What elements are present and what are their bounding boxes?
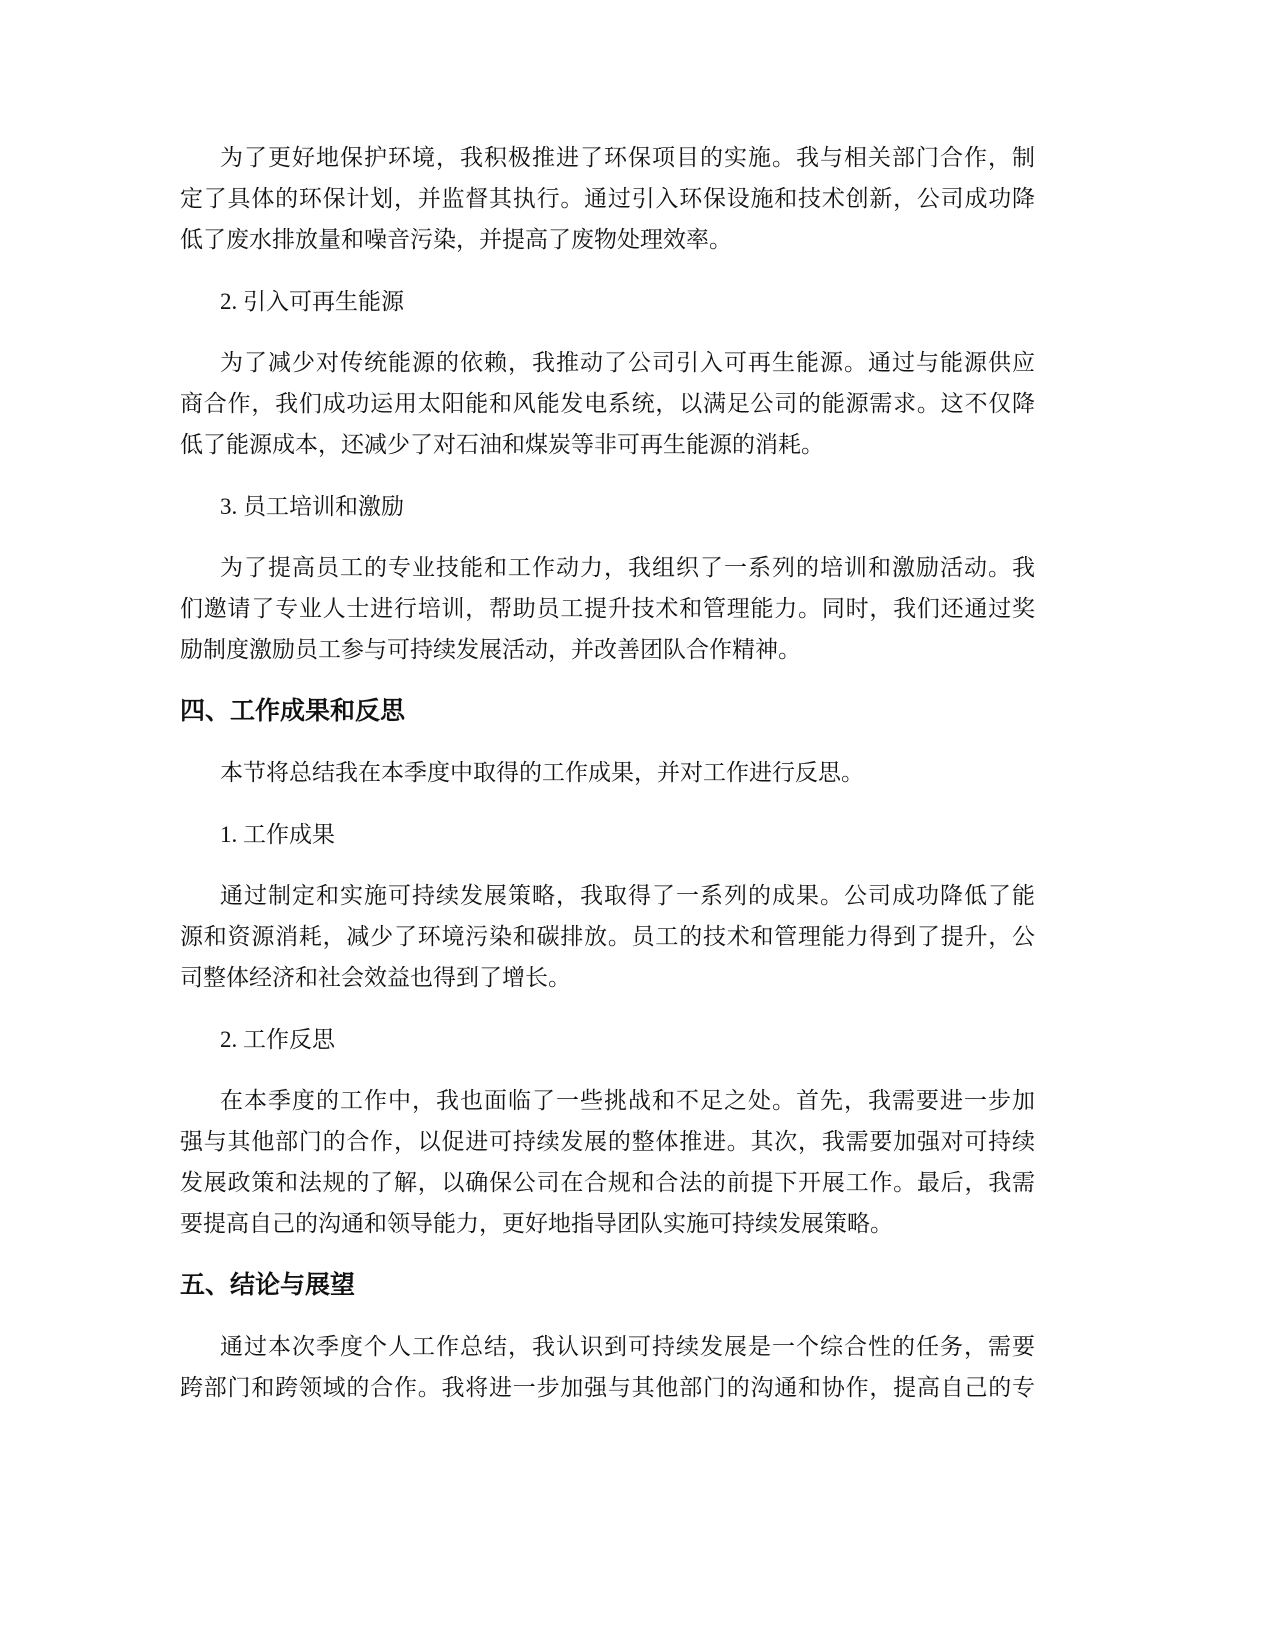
- paragraph-line: 励制度激励员工参与可持续发展活动，并改善团队合作精神。: [180, 637, 801, 662]
- paragraph-line: 们邀请了专业人士进行培训，帮助员工提升技术和管理能力。同时，我们还通过奖: [180, 596, 1035, 621]
- paragraph-line: 本节将总结我在本季度中取得的工作成果，并对工作进行反思。: [220, 760, 864, 785]
- paragraph-conclusion: [180, 1326, 1035, 1408]
- paragraph-line: 强与其他部门的合作，以促进可持续发展的整体推进。其次，我需要加强对可持续: [180, 1129, 1035, 1154]
- paragraph-work-results: [180, 875, 1035, 998]
- paragraph-line: 为了减少对传统能源的依赖，我推动了公司引入可再生能源。通过与能源供应: [220, 350, 1035, 375]
- subheading-work-results: 1. 工作成果: [220, 821, 335, 847]
- section-heading-results-reflection: 四、工作成果和反思: [180, 696, 406, 725]
- paragraph-line: 通过制定和实施可持续发展策略，我取得了一系列的成果。公司成功降低了能: [220, 883, 1035, 908]
- paragraph-line: 为了提高员工的专业技能和工作动力，我组织了一系列的培训和激励活动。我: [220, 555, 1035, 580]
- paragraph-environmental-projects: [180, 137, 1035, 260]
- paragraph-line: 要提高自己的沟通和领导能力，更好地指导团队实施可持续发展策略。: [180, 1211, 893, 1236]
- paragraph-line: 定了具体的环保计划，并监督其执行。通过引入环保设施和技术创新，公司成功降: [180, 186, 1035, 211]
- paragraph-line: 源和资源消耗，减少了环境污染和碳排放。员工的技术和管理能力得到了提升，公: [180, 924, 1035, 949]
- paragraph-renewable-energy: [180, 342, 1035, 465]
- paragraph-line: 低了能源成本，还减少了对石油和煤炭等非可再生能源的消耗。: [180, 432, 824, 457]
- document-body: [180, 137, 1035, 1429]
- paragraph-line: 商合作，我们成功运用太阳能和风能发电系统，以满足公司的能源需求。这不仅降: [180, 391, 1035, 416]
- paragraph-line: 低了废水排放量和噪音污染，并提高了废物处理效率。: [180, 227, 732, 252]
- subheading-training-incentives: 3. 员工培训和激励: [220, 493, 404, 519]
- subheading-renewable-energy: 2. 引入可再生能源: [220, 288, 404, 314]
- subheading-work-reflection: 2. 工作反思: [220, 1026, 335, 1052]
- paragraph-line: 为了更好地保护环境，我积极推进了环保项目的实施。我与相关部门合作，制: [220, 145, 1035, 170]
- paragraph-section-intro: [180, 752, 1035, 793]
- paragraph-line: 在本季度的工作中，我也面临了一些挑战和不足之处。首先，我需要进一步加: [220, 1088, 1035, 1113]
- section-heading-conclusion-outlook: 五、结论与展望: [180, 1270, 356, 1299]
- paragraph-work-reflection: [180, 1080, 1035, 1244]
- paragraph-line: 通过本次季度个人工作总结，我认识到可持续发展是一个综合性的任务，需要: [220, 1334, 1035, 1359]
- paragraph-line: 发展政策和法规的了解，以确保公司在合规和合法的前提下开展工作。最后，我需: [180, 1170, 1035, 1195]
- paragraph-line: 跨部门和跨领域的合作。我将进一步加强与其他部门的沟通和协作，提高自己的专: [180, 1375, 1035, 1400]
- paragraph-training-incentives: [180, 547, 1035, 670]
- paragraph-line: 司整体经济和社会效益也得到了增长。: [180, 965, 571, 990]
